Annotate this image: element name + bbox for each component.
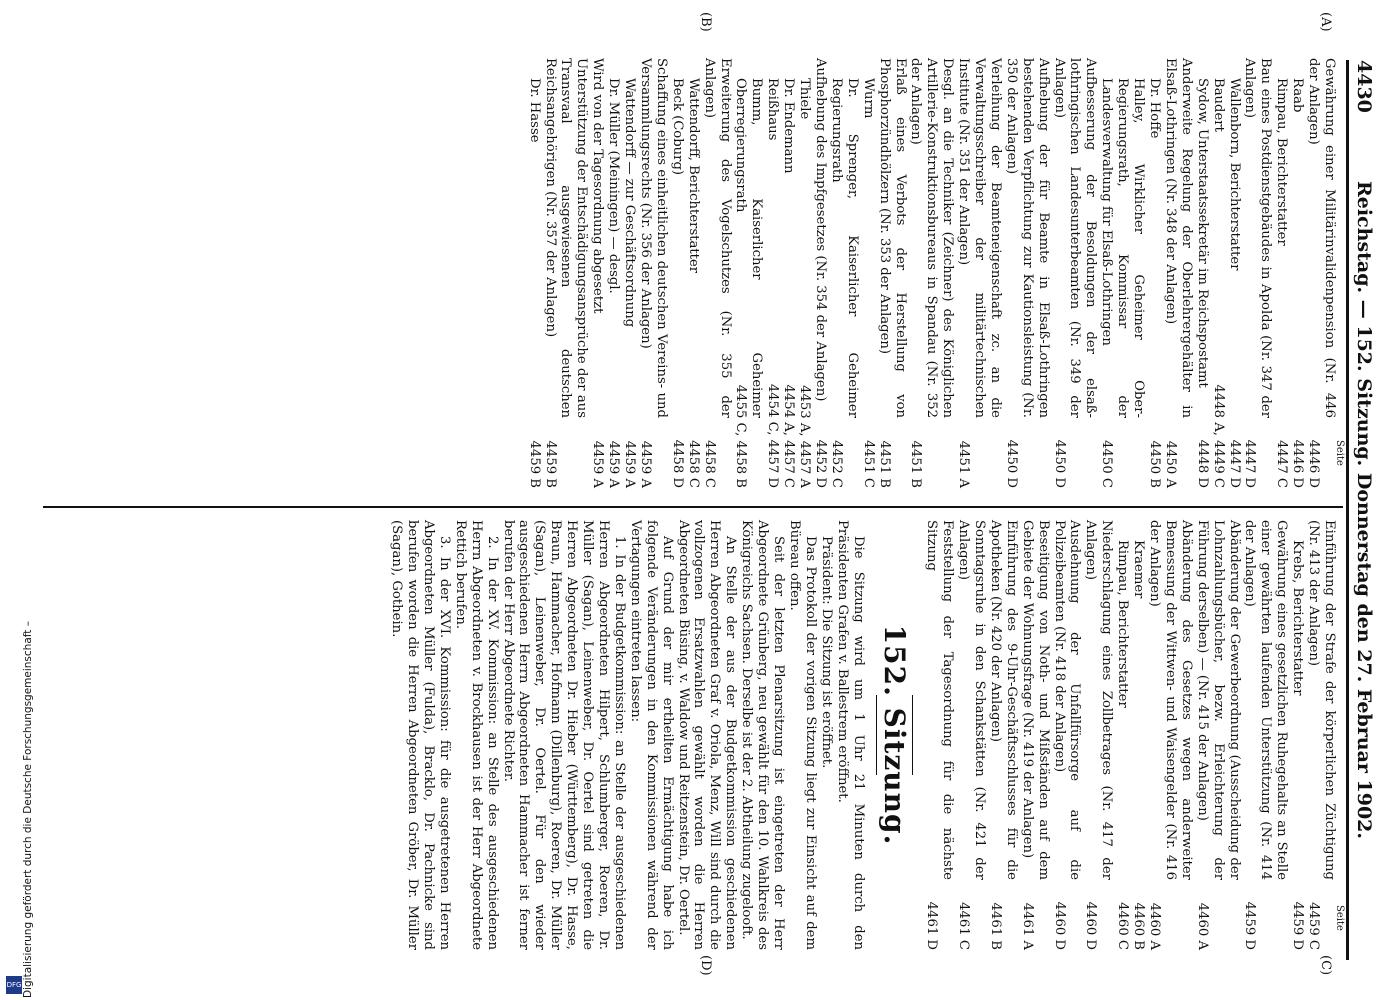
toc-entry-text: Dr. Sprenger, Kaiserlicher Geheimer Regierungsrath [828, 78, 860, 418]
toc-entry [1162, 58, 1194, 488]
toc-page-ref: 4458 C [701, 440, 717, 488]
margin-mark-b: (B) [698, 12, 713, 32]
toc-page-ref: 4460 C [1115, 902, 1131, 950]
margin-mark-a: (A) [1318, 12, 1333, 32]
toc-page-ref: 4450 C [1099, 440, 1115, 488]
margin-mark-c: (C) [1318, 955, 1333, 976]
toc-entry-text: Ausdehnung der Unfallfürsorge auf die Polizeibeamten (Nr. 418 der Anlagen) [1051, 520, 1083, 880]
seite-label-right: Seite [1334, 905, 1345, 931]
toc-entry [908, 58, 956, 488]
toc-entry-text: Dr. Müller (Meiningen) — desgl. [606, 78, 622, 294]
toc-entry [542, 58, 590, 488]
toc-entry-text: Erweiterung des Vogelschutzes (Nr. 355 der Anlagen) [701, 58, 733, 418]
toc-entry-text: Rimpau, Berichterstatter [1274, 78, 1290, 246]
toc-entry [1130, 520, 1146, 950]
toc-entry [1114, 520, 1130, 950]
toc-entry-text: Rimpau, Berichterstatter [1115, 540, 1131, 708]
toc-entry [876, 58, 908, 488]
toc-entry-text: Erlaß eines Verbots der Herstellung von Phosphorzündhölzern (Nr. 353 der Anlagen) [876, 58, 908, 418]
toc-entry [987, 520, 1019, 950]
toc-page-ref: 4447 D [1242, 439, 1258, 488]
toc-page-ref: 4454 A, 4457 C [781, 384, 797, 488]
toc-entry-text: Feststellung der Tagesordnung für die nächste Sitzung [924, 520, 956, 880]
page-title: Reichstag. — 152. Sitzung. Donnerstag den 27. Februar 1902. [1353, 180, 1375, 840]
toc-entry [637, 58, 669, 488]
toc-entry [812, 58, 828, 488]
toc-entry-text: Krebs, Berichterstatter [1290, 540, 1306, 696]
toc-entry-text: Aufbesserung der Besoldungen der elsaß-lothringischen Landesunterbeamten (Nr. 349 der Anlagen) [1051, 58, 1099, 418]
toc-page-ref: 4455 C, 4458 B [733, 384, 749, 488]
toc-entry [955, 58, 1003, 488]
toc-entry-text: Sydow, Unterstaatssekretär im Reichspostamt [1194, 78, 1210, 388]
toc-page-ref: 4459 A [606, 440, 622, 488]
toc-entry [923, 520, 955, 950]
toc-entry-text: Bau eines Postdienstgebäudes in Apolda (Nr. 347 der Anlagen) [1242, 58, 1274, 418]
toc-entry-text: Unterstützung der Entschädigungsansprüche der aus Transvaal ausgewiesenen deutschen Reichsangehörigen (Nr. 357 der Anlagen) [542, 58, 590, 418]
body-paragraph: 2. In der XV. Kommission: an Stelle des ausgeschiedenen Herrn Abgeordneten v. Brockhausen ist der Herr Abgeordnete Rettich berufen. [452, 520, 500, 950]
toc-page-ref: 4450 A [1162, 440, 1178, 488]
dfg-logo: DFG [6, 976, 22, 994]
toc-entry-text: Wallenborn, Berichterstatter [1226, 78, 1242, 271]
toc-page-ref: 4460 D [1083, 901, 1099, 950]
toc-entry [669, 58, 685, 488]
toc-entry [1003, 58, 1051, 488]
seite-label-left: Seite [1334, 440, 1345, 466]
toc-entry [1289, 520, 1305, 950]
toc-entry [1194, 58, 1210, 488]
toc-entry [860, 58, 876, 488]
toc-entry-text: Wird von der Tagesordnung abgesetzt [590, 58, 606, 314]
toc-entry-text: Beseitigung von Noth- und Mißständen auf dem Gebiete der Wohnungsfrage (Nr. 419 der Anlagen) [1019, 520, 1051, 880]
toc-page-ref: 4451 B [876, 440, 892, 488]
toc-page-ref: 4453 A, 4457 A [797, 385, 813, 488]
toc-entry [589, 58, 605, 488]
toc-entry [1051, 58, 1099, 488]
toc-entry-text: Thiele [797, 78, 813, 120]
body-paragraph: Präsident: Die Sitzung ist eröffnet. [818, 536, 834, 769]
toc-entry-text: Raab [1290, 78, 1306, 113]
toc-entry [1305, 58, 1337, 488]
toc-entry [1146, 58, 1162, 488]
body-paragraph: Die Sitzung wird um 1 Uhr 21 Minuten durch den Präsidenten Grafen v. Ballestrem eröffnet. [834, 520, 866, 950]
toc-page-ref: 4452 D [813, 439, 828, 488]
toc-entry [1289, 58, 1305, 488]
toc-entry [764, 58, 780, 488]
toc-page-ref: 4450 D [1003, 439, 1019, 488]
toc-page-ref: 4446 D [1290, 439, 1306, 488]
toc-page-ref: 4458 C [685, 440, 701, 488]
right-column [388, 520, 1337, 950]
toc-page-ref: 4448 A, 4449 C [1210, 384, 1226, 488]
toc-entry-text: Abänderung des Gesetzes wegen anderweiter Bemessung der Wittwen- und Waisengelder (Nr. 416 der Anlagen) [1147, 520, 1194, 880]
toc-entry [796, 58, 812, 488]
toc-entry-text: Reißhaus [765, 78, 781, 141]
toc-entry [780, 58, 796, 488]
toc-page-ref: 4459 B [542, 440, 558, 488]
session-body [388, 520, 865, 950]
toc-page-ref: 4459 B [526, 440, 542, 488]
toc-entry-text: Aufhebung der für Beamte in Elsaß-Lothringen bestehenden Verpflichtung zur Kautionsleistung (Nr. 350 der Anlagen) [1003, 58, 1051, 418]
toc-entry-text: Dr. Hasse [526, 78, 542, 143]
toc-entry-text: Anderweite Regelung der Oberlehrergehälter in Elsaß-Lothringen (Nr. 348 der Anlagen) [1162, 58, 1194, 418]
toc-entry-text: Kraemer [1131, 540, 1147, 599]
toc-entry-text: Einführung des 9-Uhr-Geschäftsschlusses für die Apotheken (Nr. 420 der Anlagen) [987, 520, 1019, 880]
right-column-entries [923, 520, 1337, 950]
margin-mark-d: (D) [698, 955, 713, 976]
toc-entry [1098, 58, 1146, 488]
toc-entry-text: Wattendorff, Berichterstatter [685, 78, 701, 274]
toc-entry-text: Schaffung eines einheitlichen deutschen Vereins- und Versammlungsrechts (Nr. 356 der Anlagen) [638, 58, 669, 418]
toc-entry-text: Wurm [860, 78, 876, 119]
body-paragraph: 1. In der Budgetkommission: an Stelle der ausgeschiedenen Herren Abgeordneten Hilpert, Schlumberger, Roeren, Dr. Müller (Sagan), Leinenweber, Dr. Oertel sind getreten die Herren Abgeordneten Dr. Hieber (Württemberg), Dr. Hasse, Braun, Hammacher, Hofmann (Dillenburg), Roeren, Dr. Müller (Sagan), Leinenweber, Dr. Oertel. Für den wieder ausgeschiedenen Herrn Abgeordneten Hammacher ist ferner berufen der Herr Abgeordnete Richter. [500, 520, 627, 950]
page-header [1351, 60, 1377, 960]
toc-entry [1226, 58, 1242, 488]
toc-entry-text: Baudert [1210, 78, 1226, 132]
side-margin [2, 0, 34, 1000]
toc-entry [1305, 520, 1337, 950]
toc-page-ref: 4460 A [1147, 902, 1163, 950]
toc-entry [526, 58, 542, 488]
toc-page-ref: 4459 D [1290, 901, 1306, 950]
left-column [526, 58, 1337, 488]
toc-page-ref: 4451 C [860, 440, 876, 488]
toc-page-ref: 4459 A [638, 440, 654, 488]
toc-entry [1019, 520, 1051, 950]
toc-entry-text: Abänderung der Gewerbeordnung (Ausscheidung der Lohnzahlungsbücher, bezw. Erleichterung der Führung derselben) — (Nr. 415 der Anlagen) [1194, 520, 1242, 880]
toc-entry-text: Desgl. an die Techniker (Zeichner) des Königlichen Artillerie-Konstruktionsbureaus in Spandau (Nr. 352 der Anlagen) [908, 58, 956, 418]
toc-entry [733, 58, 765, 488]
session-title: 152. Sitzung. [878, 624, 912, 846]
toc-entry-text: Gewährung einer Militärinvalidenpension (Nr. 446 der Anlagen) [1306, 58, 1337, 418]
toc-page-ref: 4459 C [1306, 902, 1322, 950]
toc-page-ref: 4451 A [956, 440, 972, 488]
toc-page-ref: 4459 A [622, 440, 638, 488]
toc-entry [1194, 520, 1242, 950]
toc-entry [1083, 520, 1115, 950]
toc-page-ref: 4452 C [828, 440, 844, 488]
toc-entry-text: Wattendorff — zur Geschäftsordnung [622, 78, 638, 328]
body-paragraph: 3. In der XVI. Kommission: für die ausgetretenen Herren Abgeordneten Müller (Fulda), Bracklo, Dr. Pachnicke sind berufen worden die Herren Abgeordneten Gröber, Dr. Müller (Sagan), Gothein. [389, 520, 452, 950]
toc-page-ref: 4450 B [1147, 440, 1163, 488]
body-paragraph: An Stelle der aus der Budgetkommission geschiedenen Herren Abgeordneten Graf v. Oriola, Menz, Will sind durch die vollzogenen Ersatzwahlen gewählt worden die Herren Abgeordneten Büsing, v. Waldow und Reitzenstein, Dr. Oertel. [675, 520, 739, 950]
toc-page-ref: 4450 D [1051, 439, 1067, 488]
toc-entry [685, 58, 701, 488]
toc-entry-text: Beck (Coburg) [669, 78, 685, 176]
toc-page-ref: 4459 D [1242, 901, 1258, 950]
toc-page-ref: 4461 C [956, 902, 972, 950]
toc-entry [701, 58, 733, 488]
toc-entry [1242, 520, 1290, 950]
body-paragraph: Auf Grund der mir ertheilten Ermächtigung habe ich folgende Veränderungen in den Kommissionen während der Vertagungen eintreten lassen: [627, 520, 675, 950]
toc-page-ref: 4459 A [590, 440, 606, 488]
toc-page-ref: 4458 D [669, 439, 685, 488]
digitization-note: Digitalisierung gefördert durch die Deutsche Forschungsgemeinschaft – [22, 621, 34, 998]
toc-page-ref: 4446 D [1306, 439, 1322, 488]
toc-entry [955, 520, 987, 950]
toc-entry-text: Aufhebung des Impfgesetzes (Nr. 354 der Anlagen) [813, 58, 828, 402]
toc-entry-text: Niederschlagung eines Zollbetrages (Nr. 417 der Anlagen) [1083, 520, 1115, 880]
toc-entry-text: Bumm, Kaiserlicher Geheimer Oberregierungsrath [733, 78, 765, 418]
toc-page-ref: 4460 D [1051, 901, 1067, 950]
toc-page-ref: 4461 A [1019, 902, 1035, 950]
toc-page-ref: 4460 B [1131, 902, 1147, 950]
toc-page-ref: 4448 D [1194, 439, 1210, 488]
toc-entry-text: Dr. Endemann [781, 78, 797, 174]
toc-entry-text: Verleihung der Beamteneigenschaft zc. an die Verwaltungsschreiber der militärtechnischen Institute (Nr. 351 der Anlagen) [956, 58, 1003, 418]
toc-page-ref: 4447 C [1274, 440, 1290, 488]
toc-entry-text: Dr. Hoffe [1147, 78, 1163, 139]
toc-entry-text: Halley, Wirklicher Geheimer Ober-Regierungsrath, Kommissar der Landesverwaltung für Elsaß-Lothringen [1099, 78, 1147, 418]
toc-page-ref: 4454 C, 4457 D [765, 383, 781, 488]
toc-entry [621, 58, 637, 488]
toc-page-ref: 4451 B [908, 440, 924, 488]
toc-entry-text: Gewährung eines gesetzlichen Ruhegehalts an Stelle einer gewährten laufenden Unterstützung (Nr. 414 der Anlagen) [1242, 520, 1290, 880]
page-number: 4430 [1353, 60, 1375, 113]
toc-entry [605, 58, 621, 488]
separator [912, 695, 913, 775]
toc-page-ref: 4460 A [1194, 902, 1210, 950]
body-paragraph: Das Protokoll der vorigen Sitzung liegt zur Einsicht auf dem Büreau offen. [786, 520, 818, 950]
separator [876, 695, 877, 775]
header-rule [1346, 60, 1349, 960]
toc-entry [1242, 58, 1274, 488]
toc-entry [1273, 58, 1289, 488]
body-paragraph: Seit der letzten Plenarsitzung ist eingetreten der Herr Abgeordnete Grünberg, neu gewählt für den 10. Wahlkreis des Königreichs Sachsen. Derselbe ist der 2. Abtheilung zugelooft. [739, 520, 786, 950]
column-divider [43, 506, 1343, 508]
toc-entry-text: Einführung der Strafe der körperlichen Züchtigung (Nr. 413 der Anlagen) [1306, 520, 1337, 880]
toc-page-ref: 4447 D [1226, 439, 1242, 488]
toc-entry-text: Sonntagsruhe in den Schankstätten (Nr. 421 der Anlagen) [956, 520, 988, 880]
toc-entry [1051, 520, 1083, 950]
toc-entry [828, 58, 860, 488]
toc-page-ref: 4461 D [924, 901, 940, 950]
toc-page-ref: 4461 B [987, 902, 1003, 950]
toc-entry [1146, 520, 1194, 950]
toc-entry [1210, 58, 1226, 488]
